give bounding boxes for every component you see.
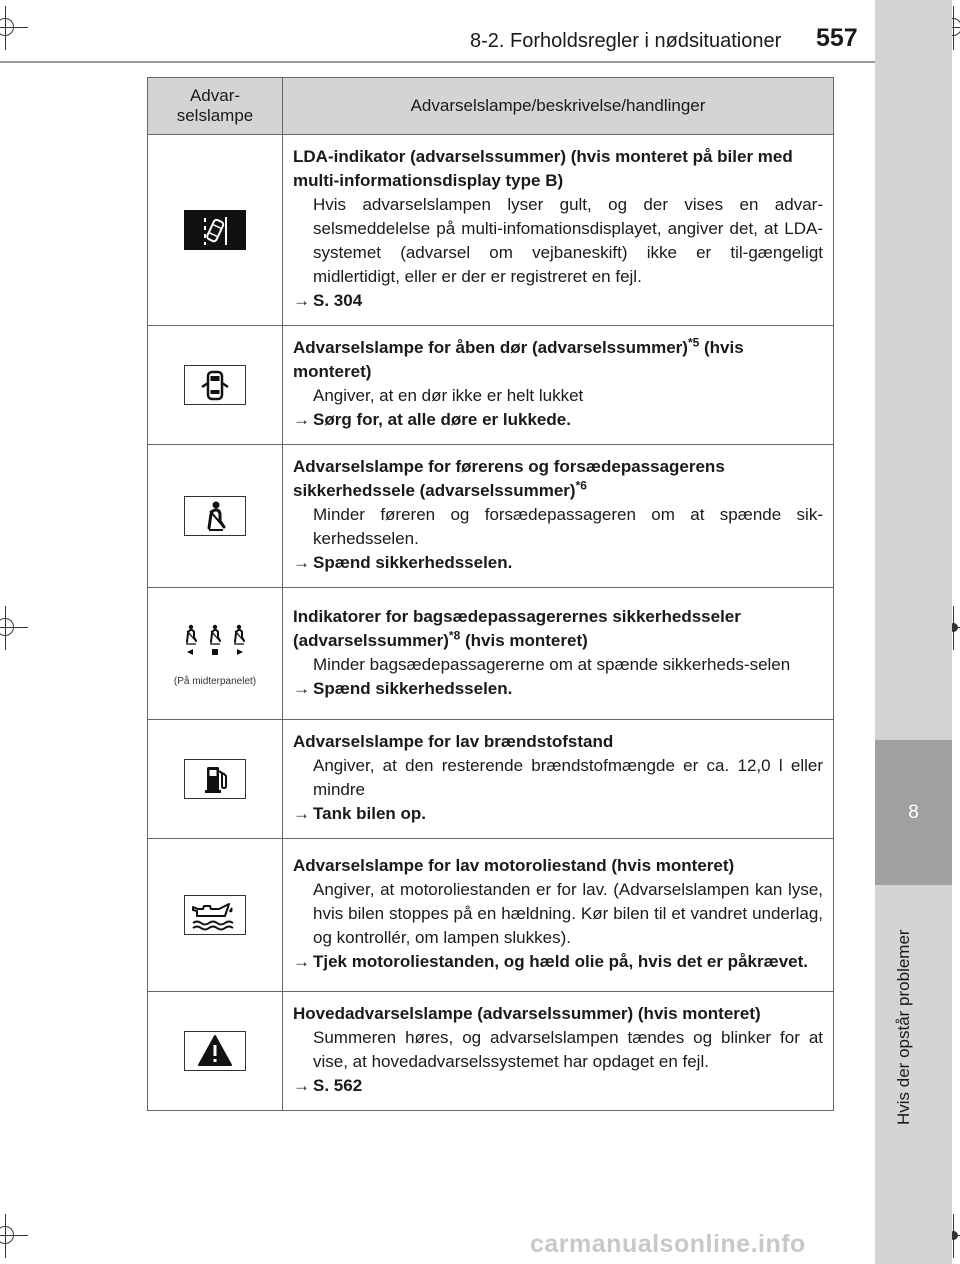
description-cell [283, 588, 834, 720]
row-title [293, 336, 823, 384]
row-action-text: Spænd sikkerhedsselen. [313, 553, 513, 572]
row-title: Advarselslampe for lav brændstofstand [293, 732, 614, 751]
arrow-icon: → [293, 804, 310, 823]
section-title: 8-2. Forholdsregler i nødsituationer [470, 30, 782, 52]
row-action [293, 1074, 823, 1098]
row-action [293, 950, 823, 974]
row-action [293, 289, 823, 313]
footnote-marker: *8 [448, 627, 461, 642]
arrow-icon: → [293, 410, 310, 429]
row-body: Angiver, at den resterende brændstofmængde er ca. 12,0 l eller mindre [313, 756, 823, 799]
header-divider [0, 61, 875, 63]
description-cell [283, 445, 834, 588]
lda-lane-departure-icon [184, 210, 246, 250]
footnote-marker: *5 [687, 335, 700, 350]
arrow-icon: → [293, 952, 310, 971]
col-header-description: Advarselslampe/beskrivelse/handlinger [283, 78, 834, 135]
row-action-text: S. 304 [313, 291, 363, 310]
chapter-number-tab: 8 [875, 740, 952, 885]
icon-cell [148, 445, 283, 588]
registration-mark-top-left [0, 14, 20, 42]
row-title [293, 455, 823, 503]
description-cell [283, 992, 834, 1111]
master-warning-icon [184, 1031, 246, 1071]
table-row [148, 992, 834, 1111]
row-title: Advarselslampe for lav motoroliestand (hvis monteret) [293, 856, 735, 875]
arrow-icon: → [293, 553, 310, 572]
row-title [293, 605, 823, 653]
row-body: Angiver, at motoroliestanden er for lav. (Advarselslampen kan lyse, hvis bilen stoppes på en hældning. Kør bilen til et vandret underlag, og kontrollér, om lampen slukkes). [313, 880, 823, 947]
col-header-warning-light: Advar- selslampe [148, 78, 283, 135]
watermark: carmanualsonline.info [530, 1230, 806, 1258]
table-row [148, 720, 834, 839]
description-cell [283, 326, 834, 445]
icon-cell [148, 326, 283, 445]
table-row [148, 839, 834, 992]
row-title: Hovedadvarselslampe (advarselssummer) (hvis monteret) [293, 1004, 761, 1023]
description-cell [283, 720, 834, 839]
row-action [293, 677, 823, 701]
row-action-text: Tjek motoroliestanden, og hæld olie på, hvis det er påkrævet. [313, 952, 809, 971]
arrow-icon: → [293, 291, 310, 310]
row-body: Minder bagsædepassagererne om at spænde sikkerheds-selen [313, 654, 791, 674]
row-body: Minder føreren og forsædepassageren om at spænde sik-kerhedsselen. [313, 505, 823, 548]
row-body: Summeren høres, og advarselslampen tændes og blinker for at vise, at hovedadvarselssystemet har opdaget en fejl. [313, 1028, 823, 1071]
description-cell [283, 135, 834, 326]
seatbelt-icon [184, 496, 246, 536]
icon-cell [148, 992, 283, 1111]
icon-cell [148, 720, 283, 839]
page-number: 557 [816, 24, 858, 52]
rear-seatbelt-icon [179, 621, 251, 665]
registration-mark-bottom-left [0, 1222, 20, 1250]
row-action [293, 408, 823, 432]
footnote-marker: *6 [575, 478, 587, 493]
row-title-text: Advarselslampe for åben dør (advarselssummer) [293, 338, 688, 357]
row-title-suffix: (hvis monteret) [460, 630, 588, 650]
table-row [148, 326, 834, 445]
row-body: Hvis advarselslampen lyser gult, og der vises en advar-selsmeddelelse på multi-infomationsdisplayet, angiver det, at LDA-systemet (advarsel om vejbaneskift) ikke er til-gængeligt midlertidigt, eller er der er registreret en fejl. [313, 195, 823, 286]
chapter-title-vertical [882, 905, 922, 1125]
oil-level-icon [184, 895, 246, 935]
icon-note: (På midterpanelet) [173, 675, 257, 687]
row-action-text: Spænd sikkerhedsselen. [313, 678, 513, 698]
arrow-icon: → [293, 678, 310, 698]
registration-mark-mid-left [0, 614, 20, 642]
icon-cell [148, 135, 283, 326]
fuel-pump-icon [184, 759, 246, 799]
row-action [293, 551, 823, 575]
row-body: Angiver, at en dør ikke er helt lukket [313, 386, 584, 405]
icon-cell [148, 839, 283, 992]
table-row [148, 588, 834, 720]
chapter-title-text: Hvis der opstår problemer [894, 929, 913, 1125]
table-row [148, 445, 834, 588]
row-action [293, 802, 823, 826]
row-action-text: Sørg for, at alle døre er lukkede. [313, 410, 571, 429]
row-title-text: Indikatorer for bagsædepassagerernes sikkerhedsseler (advarselssummer) [293, 606, 741, 650]
row-action-text: S. 562 [313, 1076, 363, 1095]
arrow-icon: → [293, 1076, 310, 1095]
row-title-suffix: (hvis monteret) [293, 338, 744, 381]
description-cell [283, 839, 834, 992]
table-header-row [148, 78, 834, 135]
row-title: LDA-indikator (advarselssummer) (hvis monteret på biler med multi-informationsdisplay type B) [293, 147, 793, 190]
row-action-text: Tank bilen op. [313, 804, 427, 823]
warning-lights-table [147, 77, 834, 1111]
open-door-icon [184, 365, 246, 405]
icon-cell [148, 588, 283, 720]
row-title-text: Advarselslampe for førerens og forsædepassagerens sikkerhedssele (advarselssummer) [293, 457, 725, 500]
table-row [148, 135, 834, 326]
